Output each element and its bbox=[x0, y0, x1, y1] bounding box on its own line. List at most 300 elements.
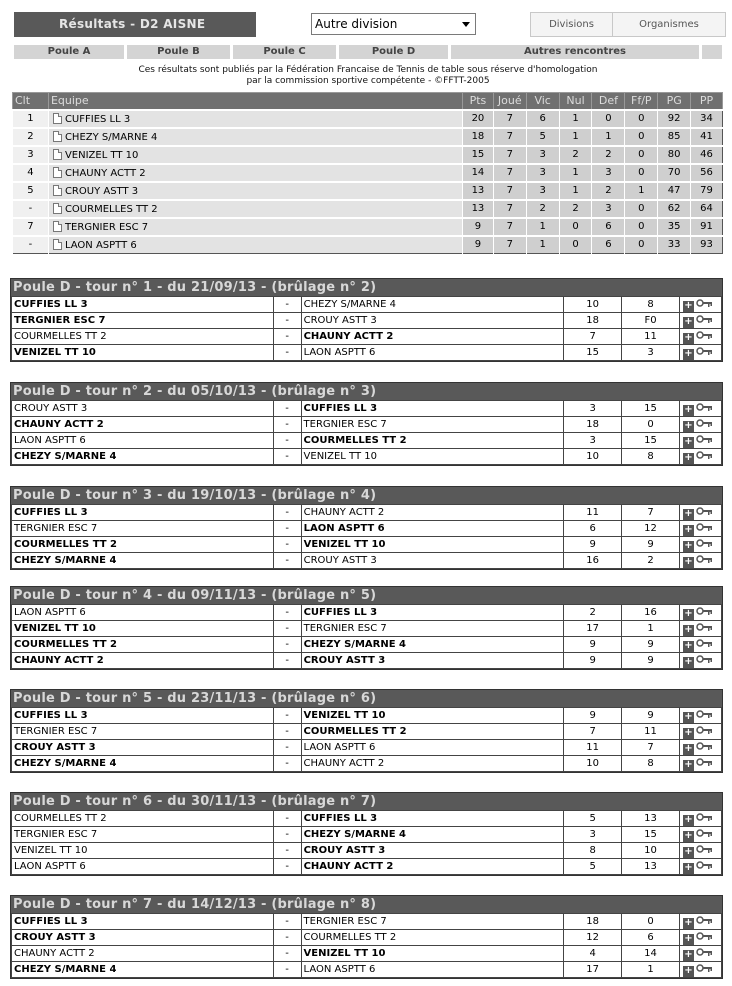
stat-pts: 18 bbox=[463, 128, 494, 146]
home-team: COURMELLES TT 2 bbox=[12, 329, 274, 345]
match-row bbox=[12, 756, 722, 772]
match-actions bbox=[680, 843, 722, 859]
stat-nul: 2 bbox=[559, 146, 592, 164]
away-team: VENIZEL TT 10 bbox=[301, 946, 564, 962]
standings-table bbox=[12, 92, 723, 254]
home-score: 7 bbox=[564, 329, 622, 345]
home-score: 12 bbox=[564, 930, 622, 946]
plus-icon[interactable]: + bbox=[684, 299, 693, 311]
match-row bbox=[12, 637, 722, 653]
home-score: 2 bbox=[564, 605, 622, 621]
match-actions bbox=[680, 605, 722, 621]
match-row bbox=[12, 329, 722, 345]
col-ffp: Ff/P bbox=[625, 93, 658, 110]
away-team: CROUY ASTT 3 bbox=[301, 653, 564, 669]
divisions-link[interactable]: Divisions bbox=[531, 13, 613, 36]
homologation-notice bbox=[14, 65, 722, 87]
stat-joue: 7 bbox=[493, 236, 526, 254]
match-row bbox=[12, 914, 722, 930]
key-icon[interactable] bbox=[696, 742, 713, 750]
round-block bbox=[10, 895, 723, 979]
home-team: TERGNIER ESC 7 bbox=[12, 313, 274, 329]
top-bar bbox=[14, 12, 726, 38]
away-team: CHAUNY ACTT 2 bbox=[301, 329, 564, 345]
stat-pg: 70 bbox=[658, 164, 691, 182]
home-score: 17 bbox=[564, 621, 622, 637]
key-icon[interactable] bbox=[696, 726, 713, 734]
rank-cell: - bbox=[13, 236, 49, 254]
match-row bbox=[12, 537, 722, 553]
plus-icon[interactable]: + bbox=[684, 607, 693, 619]
team-cell bbox=[48, 182, 462, 200]
standings-row bbox=[13, 164, 723, 182]
home-score: 4 bbox=[564, 946, 622, 962]
stat-def: 6 bbox=[592, 218, 625, 236]
team-name[interactable]: COURMELLES TT 2 bbox=[64, 203, 158, 215]
home-team: TERGNIER ESC 7 bbox=[12, 827, 274, 843]
team-sheet-icon[interactable] bbox=[53, 113, 62, 124]
home-team: VENIZEL TT 10 bbox=[12, 843, 274, 859]
home-team: COURMELLES TT 2 bbox=[12, 637, 274, 653]
standings-row bbox=[13, 146, 723, 164]
away-team: VENIZEL TT 10 bbox=[301, 708, 564, 724]
stat-pp: 91 bbox=[691, 218, 723, 236]
home-team: VENIZEL TT 10 bbox=[12, 345, 274, 361]
plus-icon[interactable]: + bbox=[684, 948, 693, 960]
match-actions bbox=[679, 914, 721, 930]
away-team: TERGNIER ESC 7 bbox=[301, 417, 564, 433]
plus-icon[interactable]: + bbox=[684, 916, 693, 928]
away-score: 15 bbox=[622, 827, 680, 843]
standings-row bbox=[13, 236, 723, 254]
stat-def: 3 bbox=[592, 164, 625, 182]
away-team: CHEZY S/MARNE 4 bbox=[301, 827, 564, 843]
home-team: CHAUNY ACTT 2 bbox=[12, 653, 274, 669]
plus-icon[interactable]: + bbox=[684, 523, 693, 535]
round-block bbox=[10, 382, 723, 466]
standings-row bbox=[13, 218, 723, 236]
away-score: 15 bbox=[622, 401, 680, 417]
stat-joue: 7 bbox=[493, 128, 526, 146]
team-name[interactable]: LAON ASPTT 6 bbox=[64, 239, 137, 251]
plus-icon[interactable]: + bbox=[684, 813, 693, 825]
match-row bbox=[12, 417, 722, 433]
home-score: 3 bbox=[564, 401, 622, 417]
rank-cell: 1 bbox=[13, 110, 49, 128]
team-cell bbox=[48, 110, 462, 128]
plus-icon[interactable]: + bbox=[684, 451, 693, 463]
key-icon[interactable] bbox=[696, 539, 713, 547]
rank-cell: - bbox=[13, 200, 49, 218]
match-row bbox=[12, 708, 722, 724]
match-actions bbox=[680, 740, 722, 756]
top-links bbox=[530, 12, 726, 37]
round-block bbox=[10, 486, 723, 570]
match-separator: - bbox=[273, 859, 301, 875]
team-sheet-icon[interactable] bbox=[53, 149, 62, 160]
team-name[interactable]: TERGNIER ESC 7 bbox=[64, 221, 149, 233]
match-actions bbox=[680, 756, 722, 772]
rank-cell: 4 bbox=[13, 164, 49, 182]
away-team: CUFFIES LL 3 bbox=[301, 401, 564, 417]
match-row bbox=[12, 930, 722, 946]
match-row bbox=[12, 811, 722, 827]
team-sheet-icon[interactable] bbox=[53, 131, 62, 142]
match-separator: - bbox=[273, 930, 301, 946]
away-team: CHAUNY ACTT 2 bbox=[301, 756, 564, 772]
rank-cell: 3 bbox=[13, 146, 49, 164]
home-score: 5 bbox=[564, 859, 622, 875]
round-block bbox=[10, 586, 723, 670]
plus-icon[interactable]: + bbox=[684, 964, 693, 976]
home-team: CHEZY S/MARNE 4 bbox=[12, 553, 274, 569]
key-icon[interactable] bbox=[696, 435, 713, 443]
division-select[interactable] bbox=[311, 13, 476, 35]
match-actions bbox=[680, 811, 722, 827]
match-row bbox=[12, 859, 722, 875]
page-title: Résultats - D2 AISNE bbox=[14, 12, 256, 37]
col-nul: Nul bbox=[559, 93, 592, 110]
match-row bbox=[12, 449, 722, 465]
match-separator: - bbox=[273, 653, 301, 669]
match-actions bbox=[680, 329, 722, 345]
plus-icon[interactable]: + bbox=[684, 435, 693, 447]
team-name[interactable]: CROUY ASTT 3 bbox=[64, 185, 139, 197]
rank-cell: 5 bbox=[13, 182, 49, 200]
plus-icon[interactable]: + bbox=[684, 758, 693, 770]
match-row bbox=[12, 653, 722, 669]
away-score: 14 bbox=[622, 946, 680, 962]
stat-pts: 9 bbox=[463, 236, 494, 254]
away-score: 1 bbox=[622, 962, 680, 978]
plus-icon[interactable]: + bbox=[684, 539, 693, 551]
plus-icon[interactable]: + bbox=[684, 742, 693, 754]
plus-icon[interactable]: + bbox=[684, 419, 693, 431]
tab-autres-rencontres[interactable]: Autres rencontres bbox=[451, 45, 699, 59]
round-title: Poule D - tour n° 4 - du 09/11/13 - (brûlage n° 5) bbox=[11, 587, 722, 604]
home-score: 16 bbox=[564, 553, 622, 569]
key-icon[interactable] bbox=[696, 758, 713, 766]
match-separator: - bbox=[273, 449, 301, 465]
match-row bbox=[12, 946, 722, 962]
home-team: CROUY ASTT 3 bbox=[12, 930, 274, 946]
key-icon[interactable] bbox=[696, 623, 713, 631]
stat-def: 1 bbox=[592, 128, 625, 146]
away-team: TERGNIER ESC 7 bbox=[301, 914, 564, 930]
key-icon[interactable] bbox=[696, 948, 713, 956]
key-icon[interactable] bbox=[696, 813, 713, 821]
away-team: CROUY ASTT 3 bbox=[301, 553, 564, 569]
away-team: CROUY ASTT 3 bbox=[301, 313, 564, 329]
match-separator: - bbox=[273, 401, 301, 417]
home-score: 7 bbox=[564, 724, 622, 740]
team-name[interactable]: VENIZEL TT 10 bbox=[64, 149, 139, 161]
match-separator: - bbox=[273, 962, 301, 978]
plus-icon[interactable]: + bbox=[684, 655, 693, 667]
away-score: 8 bbox=[622, 756, 680, 772]
home-score: 18 bbox=[564, 417, 622, 433]
round-matches-table bbox=[11, 810, 722, 875]
match-row bbox=[12, 313, 722, 329]
team-sheet-icon[interactable] bbox=[53, 185, 62, 196]
round-matches-table bbox=[11, 400, 722, 465]
team-sheet-icon[interactable] bbox=[53, 239, 62, 250]
match-row bbox=[12, 843, 722, 859]
match-row bbox=[12, 433, 722, 449]
standings-row bbox=[13, 128, 723, 146]
key-icon[interactable] bbox=[696, 845, 713, 853]
match-separator: - bbox=[273, 621, 301, 637]
stat-vic: 3 bbox=[526, 146, 559, 164]
rank-cell: 7 bbox=[13, 218, 49, 236]
key-icon[interactable] bbox=[696, 639, 713, 647]
team-cell bbox=[48, 164, 462, 182]
plus-icon[interactable]: + bbox=[684, 507, 693, 519]
key-icon[interactable] bbox=[696, 347, 713, 355]
stat-pp: 79 bbox=[691, 182, 723, 200]
away-team: CUFFIES LL 3 bbox=[301, 605, 564, 621]
stat-vic: 3 bbox=[526, 164, 559, 182]
stat-ffp: 0 bbox=[625, 164, 658, 182]
home-team: CHEZY S/MARNE 4 bbox=[12, 962, 274, 978]
key-icon[interactable] bbox=[696, 932, 713, 940]
match-actions bbox=[680, 345, 722, 361]
match-actions bbox=[680, 708, 722, 724]
plus-icon[interactable]: + bbox=[684, 331, 693, 343]
round-title: Poule D - tour n° 5 - du 23/11/13 - (brûlage n° 6) bbox=[11, 690, 722, 707]
stat-def: 6 bbox=[592, 236, 625, 254]
round-title: Poule D - tour n° 6 - du 30/11/13 - (brûlage n° 7) bbox=[11, 793, 722, 810]
match-separator: - bbox=[273, 740, 301, 756]
standings-header bbox=[13, 93, 723, 110]
key-icon[interactable] bbox=[696, 710, 713, 718]
match-separator: - bbox=[273, 433, 301, 449]
stat-ffp: 0 bbox=[625, 200, 658, 218]
stat-joue: 7 bbox=[493, 164, 526, 182]
stat-nul: 1 bbox=[559, 128, 592, 146]
stat-ffp: 0 bbox=[625, 128, 658, 146]
stat-nul: 2 bbox=[559, 200, 592, 218]
stat-pp: 93 bbox=[691, 236, 723, 254]
away-team: COURMELLES TT 2 bbox=[301, 724, 564, 740]
round-title: Poule D - tour n° 3 - du 19/10/13 - (brûlage n° 4) bbox=[11, 487, 722, 504]
plus-icon[interactable]: + bbox=[684, 726, 693, 738]
away-team: CHAUNY ACTT 2 bbox=[301, 505, 564, 521]
key-icon[interactable] bbox=[696, 331, 713, 339]
away-score: 1 bbox=[622, 621, 680, 637]
stat-joue: 7 bbox=[493, 182, 526, 200]
stat-pts: 13 bbox=[463, 182, 494, 200]
key-icon[interactable] bbox=[696, 299, 713, 307]
match-row bbox=[12, 962, 722, 978]
away-score: 11 bbox=[622, 329, 680, 345]
home-team: LAON ASPTT 6 bbox=[12, 605, 274, 621]
stat-def: 2 bbox=[592, 182, 625, 200]
stat-vic: 6 bbox=[526, 110, 559, 128]
stat-joue: 7 bbox=[493, 110, 526, 128]
match-row bbox=[12, 521, 722, 537]
team-name[interactable]: CHAUNY ACTT 2 bbox=[64, 167, 146, 179]
stat-pp: 64 bbox=[691, 200, 723, 218]
away-score: 8 bbox=[622, 449, 680, 465]
match-actions bbox=[680, 433, 722, 449]
match-actions bbox=[680, 653, 722, 669]
stat-nul: 1 bbox=[559, 182, 592, 200]
stat-pg: 62 bbox=[658, 200, 691, 218]
stat-pg: 35 bbox=[658, 218, 691, 236]
plus-icon[interactable]: + bbox=[684, 932, 693, 944]
tab-poule-c[interactable]: Poule C bbox=[233, 45, 336, 59]
plus-icon[interactable]: + bbox=[684, 403, 693, 415]
key-icon[interactable] bbox=[696, 451, 713, 459]
tab-poule-b[interactable]: Poule B bbox=[127, 45, 230, 59]
away-team: LAON ASPTT 6 bbox=[301, 740, 564, 756]
home-score: 11 bbox=[564, 740, 622, 756]
home-score: 10 bbox=[564, 449, 622, 465]
stat-vic: 1 bbox=[526, 218, 559, 236]
home-team: CHAUNY ACTT 2 bbox=[12, 946, 274, 962]
home-team: TERGNIER ESC 7 bbox=[12, 521, 274, 537]
round-matches-table bbox=[11, 913, 722, 978]
away-score: 9 bbox=[622, 653, 680, 669]
standings-row bbox=[13, 110, 723, 128]
plus-icon[interactable]: + bbox=[684, 623, 693, 635]
key-icon[interactable] bbox=[696, 829, 713, 837]
plus-icon[interactable]: + bbox=[684, 829, 693, 841]
match-row bbox=[12, 297, 722, 313]
match-row bbox=[12, 345, 722, 361]
home-score: 10 bbox=[564, 756, 622, 772]
home-team: VENIZEL TT 10 bbox=[12, 621, 274, 637]
home-team: CUFFIES LL 3 bbox=[12, 297, 274, 313]
stat-vic: 3 bbox=[526, 182, 559, 200]
key-icon[interactable] bbox=[696, 403, 713, 411]
away-team: LAON ASPTT 6 bbox=[301, 345, 564, 361]
col-vic: Vic bbox=[526, 93, 559, 110]
away-team: COURMELLES TT 2 bbox=[301, 930, 564, 946]
match-separator: - bbox=[273, 637, 301, 653]
match-actions bbox=[680, 537, 722, 553]
home-team: CHEZY S/MARNE 4 bbox=[12, 449, 274, 465]
home-team: CHAUNY ACTT 2 bbox=[12, 417, 274, 433]
col-pg: PG bbox=[658, 93, 691, 110]
match-actions bbox=[680, 313, 722, 329]
plus-icon[interactable]: + bbox=[684, 710, 693, 722]
team-sheet-icon[interactable] bbox=[53, 221, 62, 232]
key-icon[interactable] bbox=[696, 419, 713, 427]
match-separator: - bbox=[273, 724, 301, 740]
stat-pp: 46 bbox=[691, 146, 723, 164]
away-team: CUFFIES LL 3 bbox=[301, 811, 564, 827]
away-score: 2 bbox=[622, 553, 680, 569]
team-sheet-icon[interactable] bbox=[53, 203, 62, 214]
stat-pts: 13 bbox=[463, 200, 494, 218]
away-score: 7 bbox=[622, 505, 680, 521]
col-joue: Joué bbox=[493, 93, 526, 110]
home-team: CHEZY S/MARNE 4 bbox=[12, 756, 274, 772]
match-separator: - bbox=[273, 417, 301, 433]
round-matches-table bbox=[11, 504, 722, 569]
tab-extra bbox=[702, 45, 722, 59]
away-score: 0 bbox=[622, 417, 680, 433]
rank-cell: 2 bbox=[13, 128, 49, 146]
round-title: Poule D - tour n° 2 - du 05/10/13 - (brûlage n° 3) bbox=[11, 383, 722, 400]
plus-icon[interactable]: + bbox=[684, 845, 693, 857]
col-equipe: Equipe bbox=[48, 93, 462, 110]
stat-pp: 34 bbox=[691, 110, 723, 128]
match-separator: - bbox=[273, 297, 301, 313]
match-actions bbox=[680, 827, 722, 843]
away-score: 0 bbox=[622, 914, 680, 930]
plus-icon[interactable]: + bbox=[684, 315, 693, 327]
away-score: 12 bbox=[622, 521, 680, 537]
stat-ffp: 0 bbox=[625, 110, 658, 128]
key-icon[interactable] bbox=[696, 507, 713, 515]
home-team: COURMELLES TT 2 bbox=[12, 537, 274, 553]
stat-pts: 9 bbox=[463, 218, 494, 236]
stat-vic: 2 bbox=[526, 200, 559, 218]
organismes-link[interactable]: Organismes bbox=[639, 19, 699, 30]
key-icon[interactable] bbox=[696, 555, 713, 563]
team-sheet-icon[interactable] bbox=[53, 167, 62, 178]
key-icon[interactable] bbox=[696, 655, 713, 663]
col-pts: Pts bbox=[463, 93, 494, 110]
match-actions bbox=[680, 297, 722, 313]
match-row bbox=[12, 827, 722, 843]
stat-ffp: 0 bbox=[625, 146, 658, 164]
tab-poule-a[interactable]: Poule A bbox=[14, 45, 124, 59]
plus-icon[interactable]: + bbox=[684, 347, 693, 359]
home-score: 18 bbox=[564, 313, 622, 329]
home-score: 9 bbox=[564, 708, 622, 724]
key-icon[interactable] bbox=[696, 916, 713, 924]
away-score: 6 bbox=[622, 930, 680, 946]
round-matches-table bbox=[11, 604, 722, 669]
home-team: CROUY ASTT 3 bbox=[12, 740, 274, 756]
away-team: CHEZY S/MARNE 4 bbox=[301, 637, 564, 653]
away-score: 15 bbox=[622, 433, 680, 449]
home-team: CROUY ASTT 3 bbox=[12, 401, 274, 417]
stat-pts: 15 bbox=[463, 146, 494, 164]
match-separator: - bbox=[273, 553, 301, 569]
match-actions bbox=[680, 401, 722, 417]
home-score: 6 bbox=[564, 521, 622, 537]
away-score: 13 bbox=[622, 811, 680, 827]
key-icon[interactable] bbox=[696, 861, 713, 869]
stat-vic: 1 bbox=[526, 236, 559, 254]
stat-ffp: 0 bbox=[625, 218, 658, 236]
home-team: LAON ASPTT 6 bbox=[12, 859, 274, 875]
key-icon[interactable] bbox=[696, 523, 713, 531]
plus-icon[interactable]: + bbox=[684, 861, 693, 873]
key-icon[interactable] bbox=[696, 964, 713, 972]
away-score: 9 bbox=[622, 637, 680, 653]
away-score: 11 bbox=[622, 724, 680, 740]
plus-icon[interactable]: + bbox=[684, 555, 693, 567]
stat-pg: 47 bbox=[658, 182, 691, 200]
away-score: 8 bbox=[622, 297, 680, 313]
team-name[interactable]: CHEZY S/MARNE 4 bbox=[64, 131, 158, 143]
match-row bbox=[12, 401, 722, 417]
home-score: 8 bbox=[564, 843, 622, 859]
key-icon[interactable] bbox=[696, 607, 713, 615]
match-actions bbox=[679, 946, 721, 962]
match-separator: - bbox=[273, 505, 301, 521]
plus-icon[interactable]: + bbox=[684, 639, 693, 651]
tab-poule-d[interactable]: Poule D bbox=[339, 45, 448, 59]
key-icon[interactable] bbox=[696, 315, 713, 323]
team-name[interactable]: CUFFIES LL 3 bbox=[64, 113, 131, 125]
